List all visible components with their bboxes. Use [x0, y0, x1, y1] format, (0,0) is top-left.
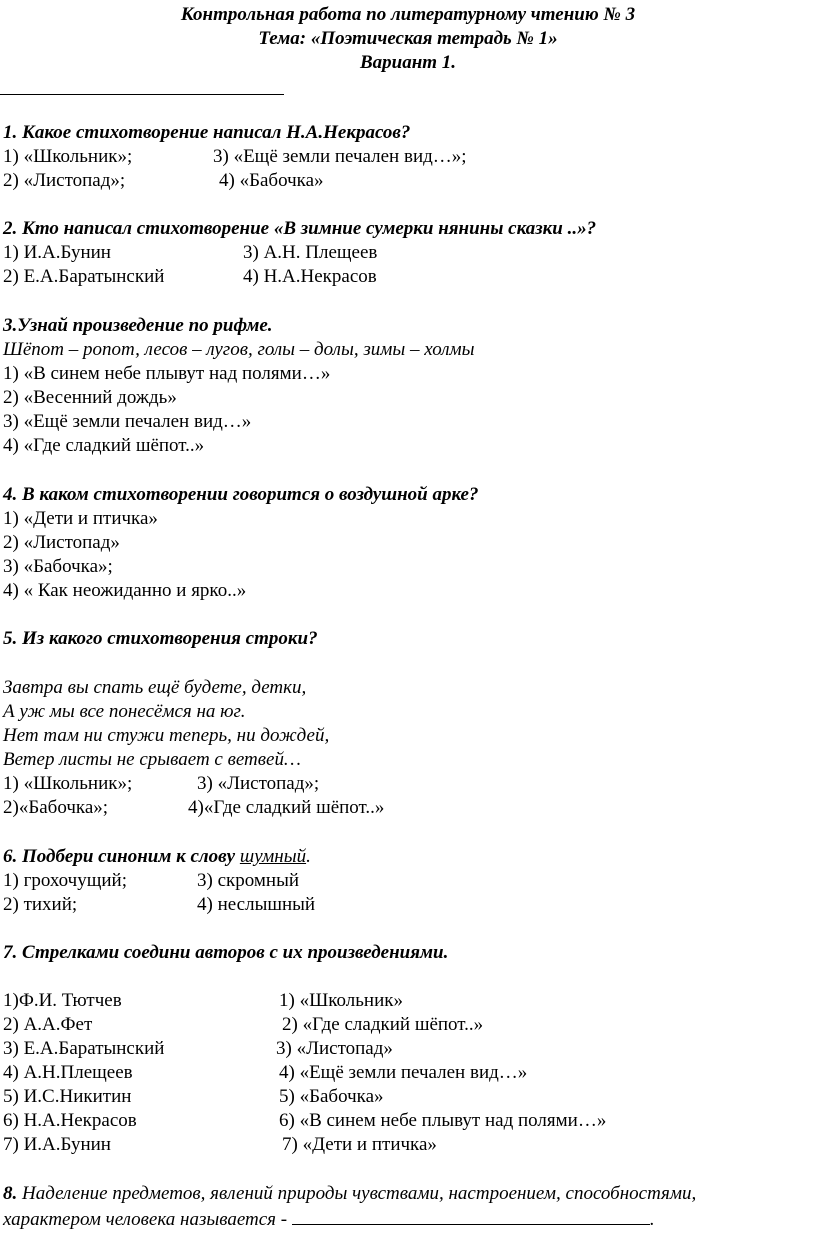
q5-poem-line: Ветер листы не срывает с ветвей… — [3, 749, 301, 770]
q8-end: . — [649, 1209, 655, 1230]
q6-option-2: 2) тихий; — [3, 894, 78, 915]
document-header — [0, 3, 816, 75]
q1-title: 1. Какое стихотворение написал Н.А.Некрасов? — [3, 122, 411, 143]
q6-option-1: 1) грохочущий; — [3, 870, 127, 891]
q6-word: шумный — [239, 846, 307, 867]
q8-answer-blank[interactable] — [292, 1206, 650, 1225]
q6-title-text: 6. Подбери синоним к слову — [3, 846, 236, 867]
q3-option: 4) «Где сладкий шёпот..» — [3, 435, 205, 456]
q3-rhyme: Шёпот – ропот, лесов – лугов, голы – долы, зимы – холмы — [3, 339, 475, 360]
q3-title: 3.Узнай произведение по рифме. — [3, 315, 273, 336]
q5-row-2 — [3, 796, 385, 820]
q5-option-1: 1) «Школьник»; — [3, 773, 133, 794]
q7-work: 4) «Ещё земли печален вид…» — [279, 1062, 528, 1083]
q5-poem-line: А уж мы все понесёмся на юг. — [3, 701, 246, 722]
q4-option: 1) «Дети и птичка» — [3, 508, 158, 529]
q8-text-2: характером человека называется - — [3, 1209, 292, 1230]
q7-work: 2) «Где сладкий шёпот..» — [282, 1014, 484, 1035]
q7-author: 4) А.Н.Плещеев — [3, 1062, 133, 1083]
q7-work: 1) «Школьник» — [279, 990, 403, 1011]
q7-work: 5) «Бабочка» — [279, 1086, 384, 1107]
q1-row-1 — [3, 145, 467, 169]
q6-option-4: 4) неслышный — [197, 894, 316, 915]
q2-title: 2. Кто написал стихотворение «В зимние сумерки нянины сказки ..»? — [3, 218, 597, 239]
q5-title: 5. Из какого стихотворения строки? — [3, 628, 318, 649]
q7-work: 6) «В синем небе плывут над полями…» — [279, 1110, 607, 1131]
q5-option-2: 2)«Бабочка»; — [3, 797, 109, 818]
q7-author: 1)Ф.И. Тютчев — [3, 990, 122, 1011]
q1-row-2 — [3, 169, 324, 193]
header-variant: Вариант 1. — [359, 52, 457, 73]
q7-work: 3) «Листопад» — [276, 1038, 393, 1059]
q4-option: 3) «Бабочка»; — [3, 556, 113, 577]
q7-row — [3, 1037, 393, 1061]
q5-option-4: 4)«Где сладкий шёпот..» — [188, 797, 385, 818]
q7-author: 5) И.С.Никитин — [3, 1086, 132, 1107]
q2-option-3: 3) А.Н. Плещеев — [243, 242, 378, 263]
q2-row-1 — [3, 241, 378, 265]
q5-option-3: 3) «Листопад»; — [197, 773, 320, 794]
q7-title: 7. Стрелками соедини авторов с их произведениями. — [3, 942, 449, 963]
header-topic: Тема: «Поэтическая тетрадь № 1» — [258, 28, 558, 49]
q6-row-1 — [3, 869, 300, 893]
q8-number: 8. — [3, 1183, 18, 1204]
q2-option-4: 4) Н.А.Некрасов — [243, 266, 377, 287]
q7-row — [3, 1013, 484, 1037]
q2-row-2 — [3, 265, 377, 289]
q8-line-2 — [3, 1206, 655, 1230]
q7-row — [3, 1133, 437, 1157]
q6-title-end: . — [306, 846, 311, 867]
q8-line-1 — [3, 1182, 696, 1206]
q7-author: 3) Е.А.Баратынский — [3, 1038, 165, 1059]
q7-work: 7) «Дети и птичка» — [282, 1134, 437, 1155]
q7-row — [3, 989, 403, 1013]
q3-option: 3) «Ещё земли печален вид…» — [3, 411, 252, 432]
q1-option-2: 2) «Листопад»; — [3, 170, 126, 191]
q5-row-1 — [3, 772, 320, 796]
student-name-line[interactable] — [0, 94, 284, 95]
q6-option-3: 3) скромный — [197, 870, 300, 891]
q1-option-1: 1) «Школьник»; — [3, 146, 133, 167]
q6-row-2 — [3, 893, 316, 917]
q7-row — [3, 1085, 384, 1109]
q8-text-1: Наделение предметов, явлений природы чувствами, настроением, способностями, — [17, 1183, 697, 1204]
q7-author: 7) И.А.Бунин — [3, 1134, 111, 1155]
q7-row — [3, 1109, 607, 1133]
q6-title — [3, 845, 311, 869]
q4-option: 4) « Как неожиданно и ярко..» — [3, 580, 247, 601]
q1-option-3: 3) «Ещё земли печален вид…»; — [213, 146, 467, 167]
q7-row — [3, 1061, 528, 1085]
q1-option-4: 4) «Бабочка» — [219, 170, 324, 191]
q3-option: 2) «Весенний дождь» — [3, 387, 177, 408]
q7-author: 2) А.А.Фет — [3, 1014, 93, 1035]
header-title: Контрольная работа по литературному чтению № 3 — [180, 4, 636, 25]
q2-option-2: 2) Е.А.Баратынский — [3, 266, 165, 287]
q5-poem-line: Нет там ни стужи теперь, ни дождей, — [3, 725, 330, 746]
q7-author: 6) Н.А.Некрасов — [3, 1110, 137, 1131]
q3-option: 1) «В синем небе плывут над полями…» — [3, 363, 331, 384]
q4-title: 4. В каком стихотворении говорится о воздушной арке? — [3, 484, 479, 505]
q5-poem-line: Завтра вы спать ещё будете, детки, — [3, 677, 307, 698]
q2-option-1: 1) И.А.Бунин — [3, 242, 111, 263]
q4-option: 2) «Листопад» — [3, 532, 120, 553]
